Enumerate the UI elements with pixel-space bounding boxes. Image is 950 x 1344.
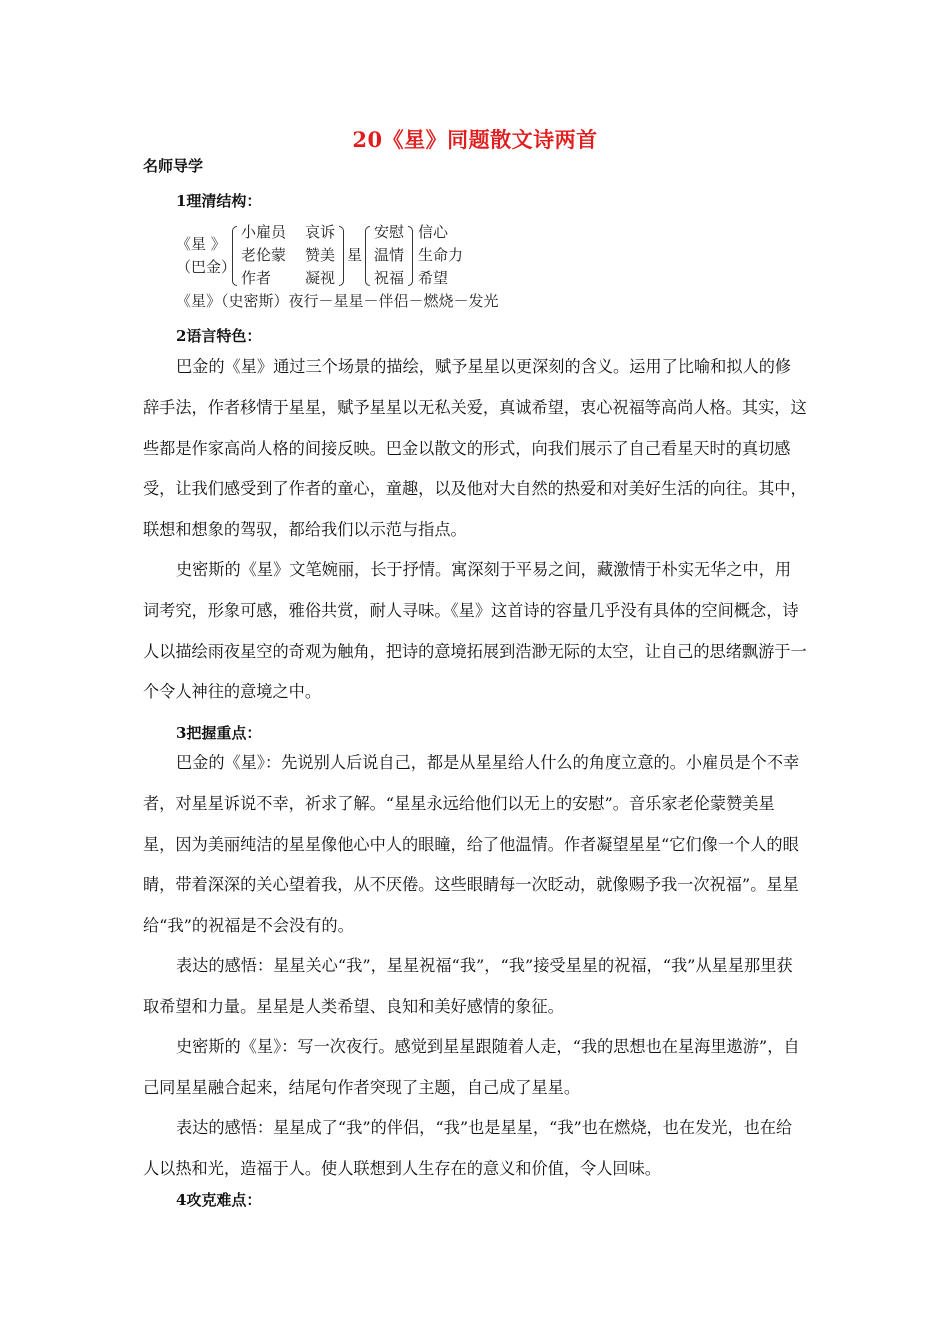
center-star: 星 (347, 246, 363, 264)
result-3: 希望 (418, 269, 449, 287)
person-2: 老伦蒙 (241, 246, 287, 264)
key-points-paragraph-1: 巴金的《星》：先说别人后说自己，都是从星星给人什么的角度立意的。小雇员是个不幸者，对星星诉说不幸，祈求了解。“星星永远给他们以无上的安慰”。音乐家老伦蒙赞美星星，因为美丽纯洁的星星像他心中人的眼瞳，给了他温情。作者凝望星星“它们像一个人的眼睛，带着深深的关心望着我，从不厌倦。这些眼睛每一次眨动，就像赐予我一次祝福”。星星给“我”的祝福是不会没有的。 (143, 753, 800, 936)
person-3: 作者 (241, 269, 272, 287)
action-1: 哀诉 (305, 223, 336, 241)
result-1: 信心 (418, 223, 449, 241)
work2-line: 《星》（史密斯）夜行－星星－伴侣－燃烧－发光 (176, 292, 499, 310)
right-brace-2 (408, 226, 413, 286)
key-points-heading: 3把握重点： (176, 724, 262, 742)
page-title: 20《星》同题散文诗两首 (352, 127, 598, 152)
right-brace-1 (339, 226, 344, 286)
gift-2: 温情 (374, 246, 405, 264)
action-3: 凝视 (305, 269, 336, 287)
difficulty-heading: 4攻克难点： (176, 1191, 262, 1209)
work1-title: 《星 》 (176, 235, 226, 253)
gift-1: 安慰 (374, 223, 405, 241)
key-points-paragraph-3: 史密斯的《星》：写一次夜行。感觉到星星跟随着人走，“我的思想也在星海里遨游”，自己同星星融合起来，结尾句作者突现了主题，自己成了星星。 (143, 1037, 800, 1097)
action-2: 赞美 (305, 246, 336, 264)
section-header: 名师导学 (143, 157, 204, 175)
language-paragraph-1: 巴金的《星》通过三个场景的描绘，赋予星星以更深刻的含义。运用了比喻和拟人的修辞手法，作者移情于星星，赋予星星以无私关爱，真诚希望，衷心祝福等高尚人格。其实，这些都是作家高尚人格的间接反映。巴金以散文的形式，向我们展示了自己看星天时的真切感受，让我们感受到了作者的童心，童趣，以及他对大自然的热爱和对美好生活的向往。其中，联想和想象的驾驭，都给我们以示范与指点。 (143, 357, 807, 540)
key-points-paragraph-2: 表达的感悟：星星关心“我”，星星祝福“我”，“我”接受星星的祝福，“我”从星星那里获取希望和力量。星星是人类希望、良知和美好感情的象征。 (143, 956, 793, 1016)
left-brace-2 (365, 226, 370, 286)
gift-3: 祝福 (374, 269, 405, 287)
language-paragraph-2: 史密斯的《星》文笔婉丽，长于抒情。寓深刻于平易之间，藏激情于朴实无华之中，用词考究，形象可感，雅俗共赏，耐人寻味。《星》这首诗的容量几乎没有具体的空间概念，诗人以描绘雨夜星空的奇观为触角，把诗的意境拓展到浩渺无际的太空，让自己的思绪飘游于一个令人神往的意境之中。 (143, 560, 807, 702)
result-2: 生命力 (418, 246, 464, 264)
left-brace (232, 226, 237, 286)
structure-heading: 1理清结构： (176, 192, 262, 210)
person-1: 小雇员 (241, 223, 287, 241)
key-points-paragraph-4: 表达的感悟：星星成了“我”的伴侣，“我”也是星星，“我”也在燃烧，也在发光，也在给人以热和光，造福于人。使人联想到人生存在的意义和价值，令人回味。 (143, 1118, 793, 1178)
work1-author: （巴金） (176, 258, 237, 276)
language-heading: 2语言特色： (176, 327, 262, 345)
